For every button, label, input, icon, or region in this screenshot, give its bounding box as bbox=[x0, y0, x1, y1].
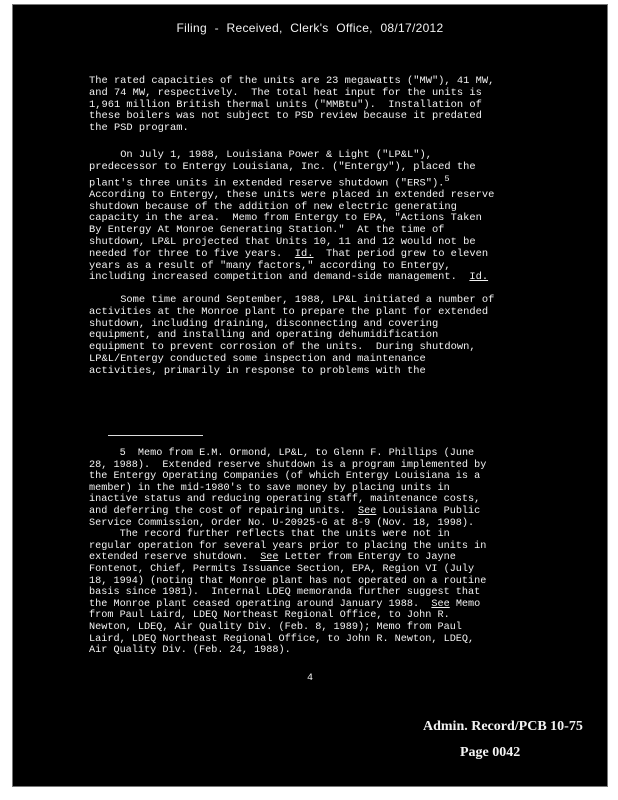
text-run: Letter from Entergy to Jayne Fontenot, Chief, Permits Issuance Section, EPA, Region VI (July 18, 1994) (noting that Monroe plant has not operated on a routine basis since 1981). Internal LDEQ memoranda further suggest that the Monroe plant ceased operating around January 1988. bbox=[89, 552, 487, 610]
document-page bbox=[12, 4, 608, 787]
page-number: 4 bbox=[306, 673, 313, 684]
footnote-ref: 5 bbox=[444, 173, 450, 184]
citation-id: Id. bbox=[469, 271, 489, 284]
paragraph-ers bbox=[89, 150, 529, 284]
footnote-number: 5 bbox=[89, 448, 126, 459]
filing-header: Filing - Received, Clerk's Office, 08/17/2012 bbox=[176, 21, 444, 35]
paragraph-shutdown-activities bbox=[89, 295, 529, 378]
citation-id: Id. bbox=[294, 247, 314, 260]
text-run: That period grew to eleven years as a result of "many factors," according to Entergy, including increased competition and demand-side management. bbox=[89, 247, 489, 284]
citation-see: See bbox=[358, 505, 377, 517]
paragraph-text: The rated capacities of the units are 23 megawatts ("MW"), 41 MW, and 74 MW, respectively. The total heat input for the units is 1,961 million British thermal units ("MMBtu"). Installation of these boilers was not subject to PSD review because it predated the PSD program. bbox=[89, 75, 495, 135]
citation-see: See bbox=[260, 552, 279, 564]
paragraph-text: Some time around September, 1988, LP&L initiated a number of activities at the Monroe plant to prepare the plant for extended shutdown, including draining, disconnecting and covering equipment, and installing and operating dehumidification equipment to prevent corrosion of the units. During shutdown, LP&L/Entergy conducted some inspection and maintenance activities, primarily in response to problems with the bbox=[89, 294, 495, 377]
paragraph-text bbox=[89, 150, 529, 284]
text-run: Louisiana Public Service Commission, Order No. U-20925-G at 8-9 (Nov. 18, 1998). The record further reflects that the units were not in regular operation for several years prior to placing the units in extended reserve shutdown. bbox=[89, 505, 487, 564]
citation-see: See bbox=[431, 598, 450, 610]
text-run: According to Entergy, these units were placed in extended reserve shutdown because of the addition of new electric generating capacity in the area. Memo from Entergy to EPA, "Actions Taken By Entergy At Monroe Generating Station." At the time of shutdown, LP&L projected that Units 10, 11 and 12 would not be needed for three to five years. bbox=[89, 188, 495, 260]
text-run: On July 1, 1988, Louisiana Power & Light ("LP&L"), predecessor to Entergy Louisiana, Inc. ("Entergy"), placed the plant's three units in extended reserve shutdown ("ERS"). bbox=[89, 149, 476, 190]
admin-record-stamp: Admin. Record/PCB 10-75 bbox=[423, 719, 583, 734]
paragraph-rated-capacities bbox=[89, 76, 529, 135]
footnote-5 bbox=[89, 448, 529, 657]
footnote-text bbox=[89, 448, 529, 657]
text-run: Memo from E.M. Ormond, LP&L, to Glenn F. Phillips (June 28, 1988). Extended reserve shutdown is a program implemented by the Entergy Operating Companies (of which Entergy Louisiana is a member) in the mid-1980's to save money by placing units in inactive status and reducing operating staff, maintenance costs, and deferring the cost of repairing units. bbox=[89, 448, 487, 517]
text-run: Memo from Paul Laird, LDEQ Northeast Regional Office, to John R. Newton, LDEQ, Air Quality Div. (Feb. 8, 1989); Memo from Paul Laird, LDEQ Northeast Regional Office, to John R. Newton, LDEQ, Air Quality Div. (Feb. 24, 1988). bbox=[89, 598, 481, 657]
footnote-divider bbox=[108, 435, 203, 436]
page-stamp: Page 0042 bbox=[460, 745, 521, 760]
